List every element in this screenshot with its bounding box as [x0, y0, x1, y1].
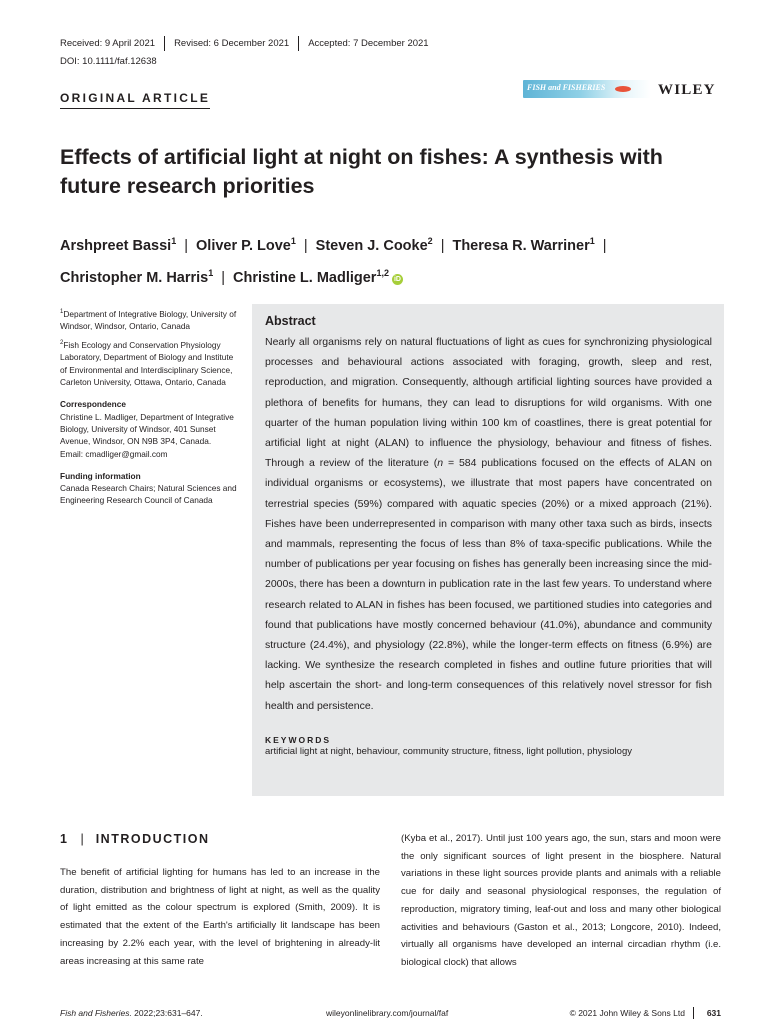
- correspondence-heading: Correspondence: [60, 399, 126, 410]
- abstract-text: Nearly all organisms rely on natural fluctuations of light as cues for synchronizing physiological processes and behavioural actions associated with foraging, growth, sleep and rest, reproduction, and migration. Consequently, although artificial lighting sources have provided a plethora of benefits for humans, they can lead to disruptions for wild organisms. With one quarter of the human population living within 100 km of coastlines, there is great potential for artificial light at night (ALAN) to influence the physiology, behaviour and fitness of fishes. Through a review of the literature (n = 584 publications focused on the effects of ALAN on individual organisms or ecosystems), we illustrate that most papers have concentrated on terrestrial species (59%) compared with aquatic species (20%) or a mixed approach (21%). Fishes have been underrepresented in comparison with many other taxa such as birds, insects and mammals, representing the focus of less than 8% of taxa-specific publications. While the number of publications per year focusing on fishes has generally been increasing since the mid-2000s, there has been a downturn in publication rate in the last few years. To understand where research related to ALAN in fishes has been focused, we partitioned studies into categories and found that publications have mostly concerned behaviour (41.0%), abundance and community structure (24.4%), and physiology (22.8%), while the longer-term effects on fitness (6.9%) are lacking. We synthesize the research completed in fishes and outline future priorities that will help ascertain the short- and long-term consequences of this relatively novel stressor for fish health and persistence.: [265, 336, 712, 712]
- footer-url[interactable]: wileyonlinelibrary.com/journal/faf: [326, 1008, 449, 1018]
- footer-citation: Fish and Fisheries. 2022;23:631–647.: [60, 1008, 203, 1018]
- page-number: 631: [706, 1008, 721, 1018]
- journal-logo-text: FISH and FISHERIES: [527, 83, 606, 92]
- author[interactable]: Arshpreet Bassi$^1$: [60, 236, 177, 254]
- article-type: ORIGINAL ARTICLE: [60, 91, 210, 109]
- journal-logo[interactable]: [523, 80, 651, 98]
- footer-copyright: © 2021 John Wiley & Sons Ltd: [570, 1007, 694, 1019]
- affiliation-2: $^2$Fish Ecology and Conservation Physiology Laboratory, Department of Biology and Institute of Environmental and Interdisciplinary Science, Carleton University, Ottawa, Ontario, Canada: [60, 340, 234, 388]
- author[interactable]: Christine L. Madliger$^{1,2}$: [233, 267, 389, 286]
- intro-text-left-column: The benefit of artificial lighting for humans has led to an increase in the duration, distribution and brightness of light at night, as well as the quality of light emitted as the colour spectrum is explored (Smith, 2009). It is estimated that the extent of the Earth's artificially lit landscape has been increasing by 2.2% each year, with the level of brightening in already-lit areas increasing at this same rate: [60, 867, 380, 967]
- affiliation-1: $^1$Department of Integrative Biology, University of Windsor, Windsor, Ontario, Canada: [60, 308, 237, 332]
- author-list: Arshpreet Bassi$^1$ | Oliver P. Love$^1$ | Steven J. Cooke$^2$ | Theresa R. Warriner$^1$ | Christopher M. Harris$^1$ | Christine L. Madliger$^{1,2}$iD: [60, 236, 607, 286]
- revised-date: Revised: 6 December 2021: [164, 36, 298, 51]
- dates-line: [60, 36, 438, 51]
- abstract-box: [252, 304, 724, 796]
- author[interactable]: Oliver P. Love$^1$: [196, 236, 296, 254]
- fish-icon: [615, 86, 631, 92]
- author[interactable]: Christopher M. Harris$^1$: [60, 267, 214, 286]
- orcid-icon[interactable]: iD: [393, 275, 401, 283]
- article-title: Effects of artificial light at night on fishes: A synthesis with future research priorities: [60, 145, 663, 198]
- abstract-heading: Abstract: [265, 314, 316, 328]
- author[interactable]: Steven J. Cooke$^2$: [315, 236, 433, 254]
- keywords-heading: KEYWORDS: [265, 734, 332, 745]
- doi[interactable]: DOI: 10.1111/faf.12638: [60, 56, 157, 67]
- accepted-date: Accepted: 7 December 2021: [298, 36, 437, 51]
- received-date: Received: 9 April 2021: [60, 38, 156, 49]
- keywords: artificial light at night, behaviour, community structure, fitness, light pollution, physiology: [265, 745, 632, 757]
- correspondence: Christine L. Madliger, Department of Integrative Biology, University of Windsor, 401 Sunset Avenue, Windsor, ON N9B 3P4, Canada. Email: cmadliger@gmail.com: [60, 411, 234, 459]
- sidebar-info: [60, 306, 242, 512]
- publisher-logo[interactable]: WILEY: [658, 82, 716, 98]
- intro-text-right-column: (Kyba et al., 2017). Until just 100 years ago, the sun, stars and moon were the only significant sources of light present in the biosphere. Natural variations in these light sources provide plants and animals with a reliable cue for daily and seasonal physiological responses, the regulation of reproduction, migratory timing, leaf-out and loss and many other biological activities and behaviours (Gaston et al., 2013; Longcore, 2010). Indeed, virtually all organisms have developed an internal circadian rhythm (i.e. biological clock) that allows: [401, 833, 721, 968]
- funding-info: Canada Research Chairs; Natural Sciences and Engineering Research Council of Canada: [60, 483, 237, 506]
- introduction-heading: 1 | INTRODUCTION: [60, 832, 210, 846]
- author[interactable]: Theresa R. Warriner$^1$: [452, 236, 595, 254]
- email-link[interactable]: Email: cmadliger@gmail.com: [60, 448, 168, 459]
- funding-heading: Funding information: [60, 470, 141, 481]
